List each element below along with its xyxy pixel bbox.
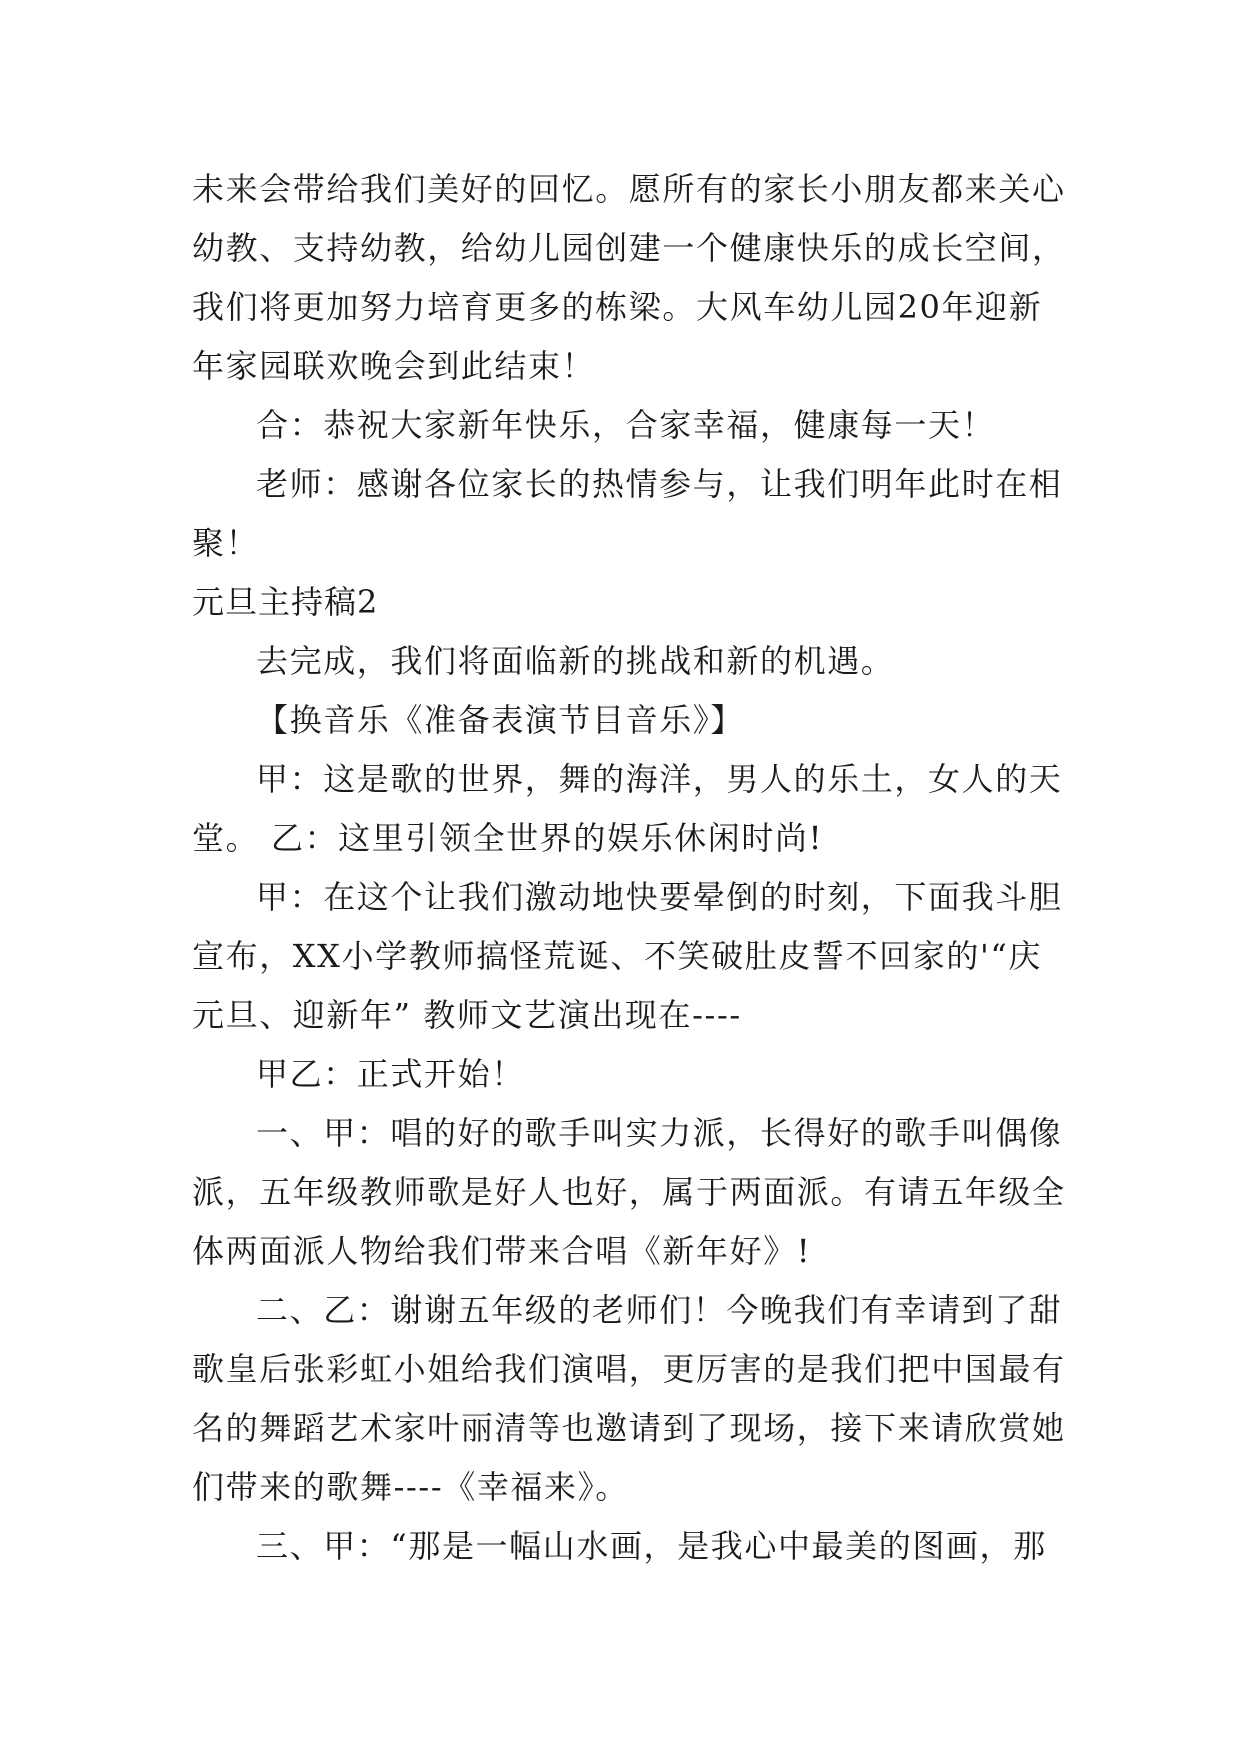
body-line: 幼教、支持幼教，给幼儿园创建一个健康快乐的成长空间，	[192, 229, 1066, 267]
body-line: 宣布，XX小学教师搞怪荒诞、不笑破肚皮誓不回家的'“庆	[192, 937, 1042, 975]
body-line: 们带来的歌舞----《幸福来》。	[192, 1468, 629, 1506]
body-line: 元旦、迎新年” 教师文艺演出现在----	[192, 996, 742, 1034]
body-line: 老师：感谢各位家长的热情参与，让我们明年此时在相	[256, 465, 1063, 503]
body-line: 甲：这是歌的世界，舞的海洋，男人的乐土，女人的天	[256, 760, 1063, 798]
body-line: 我们将更加努力培育更多的栋梁。大风车幼儿园20年迎新	[192, 288, 1043, 326]
body-line: 一、甲：唱的好的歌手叫实力派，长得好的歌手叫偶像	[256, 1114, 1063, 1152]
body-line: 派，五年级教师歌是好人也好，属于两面派。有请五年级全	[192, 1173, 1066, 1211]
body-line: 【换音乐《准备表演节目音乐》】	[256, 701, 745, 739]
body-line: 聚！	[192, 524, 260, 562]
body-line: 三、甲：“那是一幅山水画，是我心中最美的图画，那	[256, 1527, 1047, 1565]
body-line: 甲：在这个让我们激动地快要晕倒的时刻，下面我斗胆	[256, 878, 1063, 916]
body-line: 未来会带给我们美好的回忆。愿所有的家长小朋友都来关心	[192, 170, 1066, 208]
body-line: 名的舞蹈艺术家叶丽清等也邀请到了现场，接下来请欣赏她	[192, 1409, 1066, 1447]
body-line: 歌皇后张彩虹小姐给我们演唱，更厉害的是我们把中国最有	[192, 1350, 1066, 1388]
body-line: 甲乙：正式开始！	[256, 1055, 525, 1093]
body-line: 合：恭祝大家新年快乐，合家幸福，健康每一天！	[256, 406, 996, 444]
body-line: 去完成，我们将面临新的挑战和新的机遇。	[256, 642, 895, 680]
body-line: 年家园联欢晚会到此结束！	[192, 347, 596, 385]
document-body	[192, 160, 1066, 1576]
body-line: 体两面派人物给我们带来合唱《新年好》!	[192, 1232, 812, 1270]
body-line: 堂。 乙：这里引领全世界的娱乐休闲时尚!	[192, 819, 824, 857]
body-line: 二、乙：谢谢五年级的老师们！今晚我们有幸请到了甜	[256, 1291, 1063, 1329]
section-heading: 元旦主持稿2	[192, 583, 379, 621]
